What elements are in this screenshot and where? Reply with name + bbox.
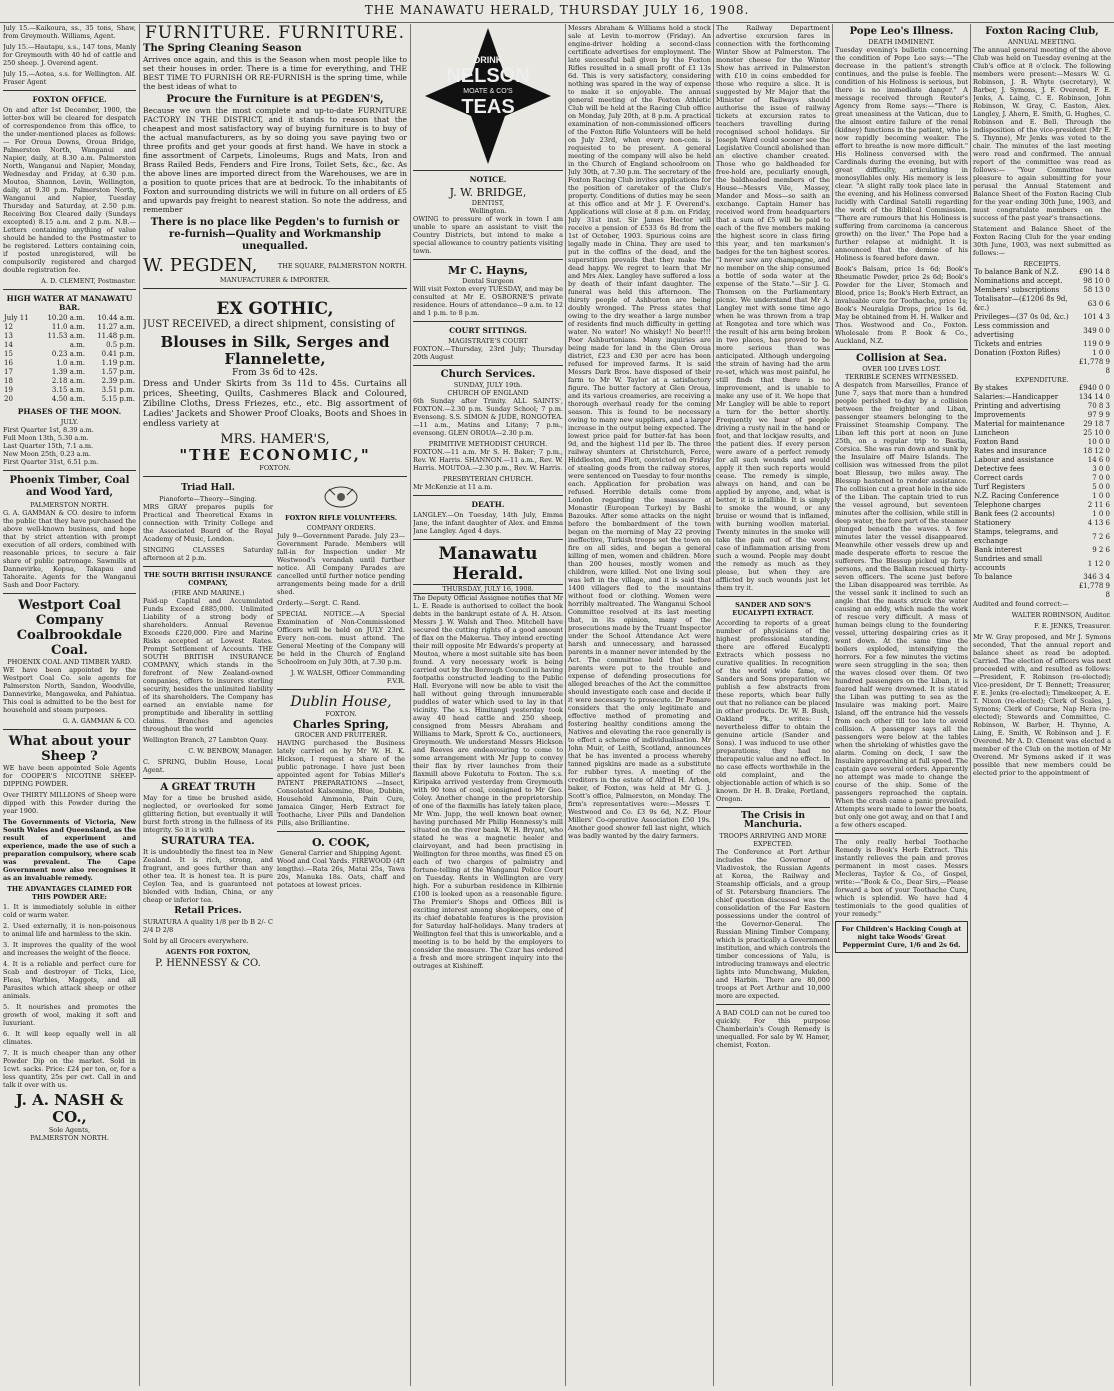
collision-text: A despatch from Marseilles, France of June 7, says that more than a hundred people perished to-day by a collision between the freighter and Liban, passenger steamers belonging to the Fraissinet Steamship Company. The Liban left this port at noon on June 25th, on a regular trip to Bastia, Corsica. She was run down and sunk by the Insulaire off Maire Islands. The collision was witnessed from the pilot boat Blessup, two miles away. The Blessup hastened to render assistance. The collision cut a great hole in the side of the Liban. The captain tried to run the vessel aground, but seventeen minutes after the collision, while still in deep water, the fore part of the steamer plunged beneath the waves. A few minutes later the vessel disappeared. Meanwhile other vessels drew up and made desperate efforts to rescue the sufferers. The Blessup picked up forty persons, and the Balkan rescued thirty-seven officers. The scene just before the Liban disappeared was terrible. As the vessel sank it inclined to such an angle that the masts struck the water causing an eddy, which made the work of rescue very difficult. A mass of human beings clung to the foundering vessel, uttering despairing cries as it went down. At the same time the boilers exploded, intensifying the horrors. For a few minutes the victims were seen struggling in the sea; then the waves closed over them. Of two hundred passengers on the Liban, it is feared half were drowned. It is stated the Liban was putting to sea as the Insulaire was making port. Maire Island, off the entrance hid the vessels from each other till too late to avoid collision. A passenger says all the passengers were below at the tables when the shrieking of whistles gave the alarm. Coming on deck, I saw the Insulaire approaching at full speed. The captain gave several orders. Apparently no attempt was made to change the course of the ship. Some of the passengers reproached the captain. When the crash came a panic prevailed. Attempts were made to lower the boats, but only one got away, and on that I and a few others escaped. (835, 381, 968, 829)
expenditure-row (973, 474, 1111, 483)
expenditure-table (973, 384, 1111, 600)
column-7 (973, 24, 1111, 1386)
expenditure-row-cell: Luncheon (974, 429, 1009, 437)
expenditure-row-cell: Stationery (974, 519, 1011, 527)
tide-row-cell: 0.41 p.m. (101, 350, 135, 358)
masthead: THE MANAWATU HERALD, THURSDAY JULY 16, 1908. (0, 0, 1114, 23)
receipts-title: RECEIPTS. (1023, 260, 1061, 268)
crest-emblem (277, 483, 405, 511)
foxton-label: FOXTON. (259, 464, 291, 472)
coal-company: Westport Coal Company (18, 598, 121, 628)
presby-text: Mr McKenzie at 11 a.m. (413, 483, 493, 491)
cook-role: General Carrier and Shipping Agent. (280, 849, 402, 857)
pegden-name: W. PEGDEN, (143, 255, 258, 276)
tide-row (3, 386, 136, 395)
timber-text: G. A. GAMMAN & CO. desire to inform the public that they have purchased the above well-known business, and hope that by strict attention with prompt execution of all orders, combined with reasonable prices, to secure a fair share of public patronage. Sawmills at Dannevirke, Kopua, Takapau and Tahoraite. Agents for the Wanganui Sash and Door Factory. (3, 509, 136, 589)
expenditure-row (973, 393, 1111, 402)
expenditure-row (973, 510, 1111, 519)
troops-sub: TROOPS ARRIVING AND MORE EXPECTED. (719, 832, 827, 848)
retail-title: Retail Prices. (174, 906, 242, 916)
post-office-text: On and after 1st December, 1900, the letter-box will be cleared for despatch of correspondence from this office, to the under-mentioned places as follows:— For Oroua Downs, Oroua Bridge, Palmerston North, Wanganui and Napier, daily, at 8.30 a.m. Palmerston North, Wanganui and Napier, Monday, Wednesday and Friday, at 6.30 p.m. Moutoa, Shannon, Levin, Wellington, daily, at 9.30 p.m. Palmerston North, Wanganui and Napier, Tuesday Thursday and Saturday, at 2.50 p.m. Receiving Box Cleared daily (Sundays excepted) 8.15 a.m. and 2 p.m. N.B.—Letters containing anything of value should be handed to the Postmaster to be registered. Letters containing coin, if posted unregistered, will be compulsorily registered and charged double registration fee. (3, 106, 136, 274)
blouse-price: From 3s 6d to 42s. (232, 368, 318, 378)
insurance-sub: (FIRE AND MARINE.) (171, 589, 245, 597)
triad-text: MRS GRAY prepares pupils for Practical and Theoretical Exams in connection with Trinity College and the Associated Board of the Royal Academy of Music, London. (143, 503, 273, 543)
coal-yard: PHOENIX COAL AND TIMBER YARD. (7, 658, 132, 666)
rifle-text: July 9—Government Parade. July 23—Government Parade. Members will fall-in for Inspection under Mr Westwood's verandah until further notice. All Company Parades are cancelled until further notice pending arrangements being made for a drill shed. (277, 532, 405, 596)
claim-item: 1. It is immediately soluble in either cold or warm water. (3, 903, 136, 919)
procure-line: Procure the Furniture is at PEGDEN'S, (166, 94, 384, 105)
tide-row-cell: 15 (4, 350, 13, 358)
column-4 (568, 24, 711, 1386)
expenditure-row-cell: Labour and assistance (974, 456, 1054, 464)
expenditure-row-cell: Turf Registers (974, 483, 1025, 491)
post-office-title: FOXTON OFFICE. (32, 95, 107, 104)
expenditure-row-cell: 134 14 0 (1078, 393, 1110, 401)
tide-row-cell: 5.15 p.m. (101, 395, 135, 403)
postmaster-sign: A. D. CLEMENT, Postmaster. (41, 277, 136, 285)
tide-row (3, 350, 136, 359)
methodist-title: PRIMITIVE METHODIST CHURCH. (428, 440, 548, 448)
coal-text: WE have been appointed by the Westport Coal Co. sole agents for Palmerston North, Sandon, Woodville, Dannevirke, Mangaweka, and Pahiatua. This coal is admitted to be the best for household and steam purposes. (3, 666, 136, 714)
bridge-name: J. W. BRIDGE, (449, 186, 527, 199)
moate-label: MOATE & CO'S (463, 88, 513, 95)
moon-line: Last Quarter 15th, 7.1 a.m. (3, 442, 94, 450)
church-date: SUNDAY, JULY 19th. (453, 381, 523, 389)
receipt-row (973, 277, 1111, 286)
racing-title: Foxton Racing Club, (985, 26, 1099, 37)
tide-table-title: HIGH WATER AT MANAWATU BAR. (6, 294, 133, 312)
hayns-text: Will visit Foxton every TUESDAY, and may be consulted at Mr E. OSBORNE'S private residence. Hours of attendance—9 a.m. to 12 and 1 p.m. to 8 p.m. (413, 285, 563, 317)
expenditure-row-cell: To balance (974, 573, 1013, 581)
receipt-row-cell: Less commission and advertising (974, 322, 1050, 339)
tide-row (3, 341, 136, 350)
tide-row-cell: 2.39 p.m. (101, 377, 135, 385)
column-rule (970, 24, 971, 1386)
scenes-sub: TERRIBLE SCENES WITNESSED. (844, 373, 959, 381)
receipt-row-cell: Nominations and accept. (974, 277, 1063, 285)
expenditure-row-cell: 7 0 0 (1092, 474, 1110, 482)
tide-row-cell: 1.19 p.m. (101, 359, 135, 367)
receipt-row-cell: To balance Bank of N.Z. (974, 268, 1059, 276)
expenditure-row-cell: 3 0 0 (1092, 465, 1110, 473)
triad-title: Triad Hall. (181, 483, 235, 493)
spring-name: Charles Spring, (292, 718, 389, 731)
column-rule (410, 24, 411, 1386)
expenditure-row-cell: Printing and advertising (974, 402, 1061, 410)
pope-sub: DEATH IMMINENT. (868, 38, 935, 46)
expenditure-row-cell: £940 0 0 (1078, 384, 1110, 392)
receipt-row-cell: £1,778 9 8 (1078, 358, 1110, 375)
column-rule (832, 24, 833, 1386)
tide-table (3, 314, 136, 404)
sheep-text: The Governments of Victoria, New South Wales and Queensland, as the result of experiment and experience, made the use of such a preparation compulsory, where scab was prevalent. The Cape Government now also recognises it as an invaluable remedy. (3, 818, 136, 882)
column-rule (139, 24, 140, 1386)
insurance-title: THE SOUTH BRITISH INSURANCE COMPANY, (143, 571, 273, 587)
tide-row-cell: July 11 (4, 314, 29, 322)
coal-brand: Coalbrookdale Coal. (16, 628, 123, 658)
special-notice: SPECIAL NOTICE.—A Special Examination of Non-Commissioned Officers will be held on JULY 23rd. Every non-com. must attend. The General Meeting of the Company will be held in the Church of England Schoolroom on July 30th, at 7.30 p.m. (277, 610, 405, 666)
tide-row-cell: 11.48 p.m. (97, 332, 135, 340)
expenditure-row-cell: 97 9 9 (1087, 411, 1110, 419)
expenditure-row (973, 492, 1111, 501)
column-2 (143, 24, 407, 1386)
receipt-row-cell: 1 0 0 (1092, 349, 1110, 357)
insurance-branch: Wellington Branch, 27 Lambton Quay. (143, 736, 269, 744)
receipt-row (973, 295, 1111, 313)
expenditure-row-cell: 1 12 0 (1087, 559, 1110, 568)
expenditure-row-cell: Correct cards (974, 474, 1023, 482)
cough-ad: A BAD COLD can not be cured too quickly. For this purpose Chamberlain's Cough Remedy is unequalled. For sale by W. Hamer, chemist, Foxton. (716, 1009, 830, 1049)
tide-row-cell: 0.23 a.m. (51, 350, 85, 358)
herald-title: Manawatu Herald. (438, 544, 538, 584)
cook-text: Wood and Coal Yards. FIREWOOD (4ft lengths).—Rata 26s, Matai 25s, Tawa 20s, Manuka 18s. Oats, chaff and potatoes at lowest prices. (277, 857, 405, 889)
notice-title: NOTICE. (469, 175, 507, 184)
moon-month: JULY. (60, 418, 79, 426)
walsh-sign: J. W. WALSH, Officer Commanding F.V.R. (290, 669, 405, 685)
expenditure-row-cell: Salaries:—Handicapper (974, 393, 1059, 401)
tide-row-cell: 17 (4, 368, 13, 376)
pegden-address: THE SQUARE, PALMERSTON NORTH. (277, 262, 407, 270)
moon-line: First Quarter 31st, 6.51 p.m. (3, 458, 99, 466)
claim-item: 7. It is much cheaper than any other Powder Dip on the market. Sold in 1cwt. sacks. Price: £24 per ton, or, for a less quantity, 25s per cwt. Call in and talk it over with us. (3, 1049, 136, 1089)
tide-row-cell: 3.51 p.m. (101, 386, 135, 394)
truth-text: May for a time be brushed aside, neglected, or overlooked for some glittering fiction, but eventually it will burst forth strong in the fullness of its integrity. So it is with (143, 794, 273, 834)
tide-row (3, 359, 136, 368)
court-title: COURT SITTINGS. (449, 326, 527, 335)
pope-title: Pope Leo's Illness. (849, 26, 954, 37)
retail-sold: Sold by all Grocers everywhere. (143, 937, 249, 945)
treasurer-sign: F. E. JENKS, Treasurer. (1034, 622, 1111, 630)
moon-line: New Moon 25th, 0.23 a.m. (3, 450, 91, 458)
tide-row-cell: 10.20 a.m. (47, 314, 85, 322)
expenditure-row-cell: 25 10 0 (1083, 429, 1110, 437)
balsam-ad: Book's Balsam, price 1s 6d; Book's Rheumatic Powder, price 2s 6d; Book's Powder for the Liver, Stomach and Blood, price 1s; Book's Herb Extract, an invaluable cure for Toothache, price 1s; Book's Neuralgia Drops, price 1s 6d. May be obtained from H. H. Walker and Thos. Westwood and Co., Foxton. Wholesale from P. Book & Co., Auckland, N.Z. (835, 265, 968, 345)
court-text: FOXTON.—Thursday, 23rd July; Thursday 20th August (413, 345, 563, 361)
news-text: The Railway Department advertise excursion fares in connection with the forthcoming Winter Show at Palmerston. The monster cheese for the Winter Show has arrived in Palmerston with £10 in coins embedded for those who require a slice. It is suggested by Mr Major that the Minister of Railways should authorise the issue of railway tickets at excursion rates to teachers travelling during recognised school holidays. Sir Joseph Ward could sooner see the Legislative Council abolished than an elective chamber created. Those who go baldheaded for free-hold are, peculiarly enough, the baldheaded members of the House—Messrs Vile, Massey, Mander and Moss—so saith an exchange. Captain Hamer has received word from headquarters that a sum of £5 will be paid to each of the five members making the highest score in class firing this year, and ten marksmen's badges for the ten highest scores. "I never saw any champagne, and no member on the ship consumed a bottle of soda water at the expense of the State."—Sir J. G. Thomson on the Parliamentary picnic. We understand that Mr A. Langley met with some time ago when he was thrown from a trap at Rongotea and tore which was the result of his arm being broken in two places, has proved to be more serious than was anticipated. Although undergoing the strain of having had the arm re-set, which was most painful, he still finds that there is no improvement, and is unable to make any use of it. We hope that Mr Langley will be able to report a turn for the better shortly. Frequently we hear of people driving a rusty nail in the hand or foot, and that lockjaw results, and the patient dies. If every person were aware of a perfect remedy for all such wounds and would apply it then such reports would cease. The remedy is simple, always on hand, and can be applied by anyone, and, what is better, it is infallible. It is simply to smoke the wound, or any bruise or wound that is inflamed, with burning woollen material. Twenty minutes in the smoke will take the pain out of the worst case of inflammation arising from such a wound. People may doubt the remedy as much as they please, but when they are afflicted by such wounds just let them try it. (716, 24, 830, 592)
tide-row-cell: 11.0 a.m. (51, 323, 85, 331)
expenditure-row-cell: By stakes (974, 384, 1008, 392)
expenditure-row-cell: Improvements (974, 411, 1026, 419)
bridge-text: OWING to pressure of work in town I am unable to spare an assistant to visit the Country Districts, but intend to make a special allowance to country patients visiting town. (413, 215, 563, 255)
expenditure-row-cell: Foxton Band (974, 438, 1019, 446)
expenditure-row-cell: Material for maintenance (974, 420, 1065, 428)
tide-row-cell: 11.27 a.m. (97, 323, 135, 331)
receipt-row (973, 268, 1111, 277)
column-rule (565, 24, 566, 1386)
receipt-row-cell: Totalisator—(£1206 8s 9d, &c.) (974, 295, 1068, 312)
receipt-row-cell: Donation (Foxton Rifles) (974, 349, 1061, 357)
gothic-title: EX GOTHIC, (216, 299, 334, 319)
receipt-row-cell: Privileges—(37 0s 0d, &c.) (974, 313, 1069, 321)
receipt-row-cell: Tickets and entries (974, 340, 1043, 348)
tide-row-cell: 12 (4, 323, 13, 331)
hennessy-name: P. HENNESSY & CO. (155, 958, 261, 969)
expenditure-row (973, 402, 1111, 411)
tide-row-cell: 2.18 a.m. (51, 377, 85, 385)
drink-label: DRINK (473, 55, 503, 65)
expenditure-row-cell: Sundries and small accounts (974, 555, 1043, 572)
sheep-title: What about your Sheep ? (8, 734, 131, 764)
tide-row-cell: 16 (4, 359, 13, 367)
presby-title: PRESBYTERIAN CHURCH. (442, 475, 534, 483)
moon-title: PHASES OF THE MOON. (17, 407, 122, 416)
expenditure-row-cell: 5 0 0 (1092, 483, 1110, 491)
herald-date: THURSDAY, JULY 16, 1908. (413, 584, 563, 594)
manchuria-text: The Conference at Port Arthur includes the Governor of Vladivostok, the Russian Agents at Korea, the Railway and Steamship officials, and a group of St. Petersburg financiers. The chief question discussed was the consolidation of the Far Eastern possessions under the control of the Governor-General. The Russian Mining Timber Company, which is practically a Government institution, and which controls the timber concessions of Yalu, is introducing tramways and electric lights into Munchwang, Mukden, and Harbin. There are 80,000 troops at Port Arthur and 10,000 more are expected. (716, 848, 830, 1000)
court-sub: MAGISTRATE'S COURT (448, 337, 528, 345)
expenditure-row-cell: 1 0 0 (1092, 510, 1110, 518)
herbal-ad: The only really herbal Toothache Remedy is Book's Herb Extract. This instantly relieves the pain and proves permanent in most cases. Messrs Mecleras, Taylor & Co., of Gospel, write:—"Book & Co., Dear Sirs,—Please forward a box of your Toothache Cure, which is splendid. We have had 4 testimonials to the good qualities of your remedy." (835, 838, 968, 918)
expenditure-row-cell: 10 0 0 (1087, 438, 1110, 446)
suratura-text: It is undoubtedly the finest tea in New Zealand. It is rich, strong, and fragrant, and goes further than any other tea. It is honest tea. It is pure Ceylon Tea, and is guaranteed not blended with Indian, China, or any cheap or inferior tea. (143, 848, 273, 904)
expenditure-row (973, 420, 1111, 429)
tide-row-cell: 11.53 a.m. (47, 332, 85, 340)
tide-row (3, 332, 136, 341)
tide-row (3, 368, 136, 377)
news-text: The Deputy Official Assignee notifies that Mr L. E. Reade is authorised to collect the book debts in the bankrupt estate of A. H. Atson. Messrs J. W. Walsh and Theo. Mitchell have secured the cutting rights of a good amount of flax on the Makerua. They intend erecting their mill opposite Mr Edwards's property at Moutoa, where a most suitable site has been found. A very necessary work is being carried out by the Borough Council in having footpaths constructed leading to the Public Hall. Everyone will now be able to visit the hall without going through innumerable puddles of water which used to lay in that vicinity. The s.s. Himitangi yesterday took away 40 head cattle and 250 sheep, consigned from Messrs Abraham and Williams to Mark, Sprott & Co., auctioneers, Greymouth. We understand Messrs Hickson and Reeves are endeavouring to come to some arrangement with Mr Jupp to convey their flax by river launches from their flaxmill above Fukotutu to Foxton. The s.s. Kiripaka arrived yesterday from Greymouth with 90 tons of coal, consigned to Mr Geo. Coley. Another change in the proprietorship of one of the flaxmills has lately taken place, Mr Wm. Jupp, the well known boat owner, having purchased Mr Philip Hennessy's mill situated on the river bank. W. H. Bryant, who stated he was a magnetic healer and clairvoyant, and had been practising in Wellington for three months, was fined £5 on each of two charges of palmistry and fortune-telling at the Wanganui Police Court on Tuesday. Rents in Wellington are very high. For a suburban residence in Kilbirnie £100 is looked upon as a reasonable figure. The Premier's Shops and Offices Bill is exciting interest among shopkeepers, one of its chief debatable features is the provision for Saturday half-holidays. Many traders at Wellington feel that this is unworkable, and a meeting is to be held by the employers to consider the measure. The Czar has ordered a fresh and more stringent inquiry into the outrages at Kishineff. (413, 594, 563, 970)
eucalypti-title: SANDER AND SON'S EUCALYPTI EXTRACT. (732, 601, 814, 617)
expenditure-row-cell: Bank interest (974, 546, 1022, 554)
death-title: DEATH. (471, 500, 505, 509)
nelson-label: NELSON (446, 65, 530, 87)
timber-title: Phoenix Timber, Coal and Wood Yard, (9, 475, 130, 498)
church-title: Church Services. (440, 369, 536, 380)
tide-row-cell: 1.57 p.m. (101, 368, 135, 376)
tide-row-cell: 10.44 a.m. (97, 314, 135, 322)
auditor-sign: WALTER ROBINSON, Auditor. (1011, 611, 1111, 619)
sheep-text: WE have been appointed Sole Agents for COOPER'S NICOTINE SHEEP-DIPPING POWDER. (3, 764, 136, 788)
expenditure-row-cell: 4 13 6 (1087, 519, 1110, 527)
tide-row-cell: 1.39 a.m. (51, 368, 85, 376)
claim-item: 2. Used externally, it is non-poisonous to animal life and harmless to the skin. (3, 922, 136, 938)
triad-sub: Pianoforte—Theory—Singing. (159, 495, 257, 503)
expenditure-row-cell: 346 3 4 (1083, 573, 1110, 581)
expenditure-row (973, 519, 1111, 528)
tide-row-cell: 0.5 p.m. (106, 341, 135, 349)
spring-role: GROCER AND FRUITERER. (294, 731, 388, 739)
nash-name: J. A. NASH & CO., (15, 1091, 124, 1126)
receipt-row (973, 349, 1111, 358)
furniture-text: Arrives once again, and this is the Season when most people like to set their houses in order. There is a time for everything, and THE BEST TIME TO FURNISH OR RE-FURNISH is the spring time, while the best ideas of what to (143, 55, 407, 91)
expenditure-row (973, 411, 1111, 420)
nash-sub: Sole Agents, (48, 1126, 91, 1134)
expenditure-row-cell: £1,778 9 8 (1078, 582, 1110, 599)
shipping-item: July 15.—Kaikoura, ss., 35 tons, Shaw, from Greymouth. Williams, Agent. (3, 24, 136, 40)
rifle-title: FOXTON RIFLE VOLUNTEERS. (284, 514, 398, 522)
hamer-name: MRS. HAMER'S, (220, 432, 330, 447)
racing-text: The annual general meeting of the above Club was held on Tuesday evening at the Club's office at 8 o'clock. The following members were present:—Messrs W. G. Robinson, J. R. Whyte (secretary), W. Barber, J. Symons, J. F. Overend, F. E. Jenks, A. Laing, C. E. Robinson, John Robinson, W. Gray, C. Easton, Alex. Langley, J. Ahern, E. Smith, G. Hughes, C. Robinson and E. Bell. Through the indisposition of the vice-president (Mr E. S. Thynne), Mr Jenks was voted to the chair. The minutes of the last meeting were read and confirmed. The annual report of the committee was read as follows:— "Your Committee have pleasure to again submitting for your perusal the Annual Statement and Balance Sheet of the Foxton Racing Club for the year ending 30th June, 1903, and must congratulate members on the success of the past year's transactions. (973, 46, 1111, 222)
pope-text: Tuesday evening's bulletin concerning the condition of Pope Leo says:—"The decrease in the patient's strength continues, and the pulse is feeble. The condition of his Holiness is serious, but there is no immediate danger." A message received through Reuter's Agency from Rome says:—"There is great uneasiness at the Vatican, due to the almost entire failure of the renal (kidney) functions in the patient, who is now rapidly becoming weaker. The effort to breathe is now more difficult." His Holiness conversed with the Cardinals during the evening, but with great difficulty, articulating in monosyllables only. His memory is less clear. "A slight rally took place late in the evening, and his Holiness conversed lucidly with Cardinal Satolli regarding the work of the Biblical Commission. "There are rumours that his Holiness is suffering from carcinoma (a cancerous growth) on the liver." The Pope had a further relapse at midnight. It is announced that the demise of his Holiness is feared before dawn. (835, 46, 968, 262)
coal-sign: G. A. GAMMAN & CO. (62, 717, 136, 725)
expenditure-row-cell: Telephone charges (974, 501, 1041, 509)
tide-row (3, 314, 136, 323)
expenditure-row (973, 501, 1111, 510)
claim-item: 3. It improves the quality of the wool and increases the weight of the fleece. (3, 941, 136, 957)
receipt-row-cell: Members' subscriptions (974, 286, 1060, 294)
hayns-role: Dental Surgeon (462, 277, 514, 285)
furniture-text: Because we own the most complete and up-to-date FURNITURE FACTORY IN THE DISTRICT, and it stands to reason that the cheapest and most satisfactory way of buying furniture is to buy of the actual manufacturers, as by so doing you save paying two or three profits and get your goods at first hand. We have in stock a fine assortment of Carpets, Linoleums, Rugs and Mats, Iron and Brass Railed Beds, Fenders and Fire Irons, Toilet Sets, &c., &c. As the above lines are imported direct from the Warehouses, we are in a position to quote prices that are at bedrock. To the inhabitants of Foxton and surrounding districts we will in future on all orders of £5 and upwards pay freight to nearest station. So note the address, and remember (143, 106, 407, 214)
claim-item: 6. It will keep equally well in all climates. (3, 1030, 136, 1046)
expenditure-row-cell: Bank fees (2 accounts) (974, 510, 1055, 518)
truth-title: A GREAT TRUTH (160, 782, 256, 793)
insurance-agent: C. SPRING, Dublin House, Local Agent. (143, 758, 273, 774)
expenditure-row (973, 483, 1111, 492)
hayns-name: Mr C. Hayns, (448, 264, 528, 277)
blouses-title: Blouses in Silk, Serges and Flannelette, (160, 333, 390, 368)
nash-place: PALMERSTON NORTH. (30, 1134, 109, 1142)
tide-row-cell: 3.15 a.m. (51, 386, 85, 394)
receipt-row-cell (973, 358, 1075, 376)
pegden-role: MANUFACTURER & IMPORTER. (219, 276, 331, 284)
insurance-sign: C. W. BENBOW, Manager. (188, 747, 273, 755)
sheep-text: Over THIRTY MILLIONS of Sheep were dipped with this Powder during the year 1900. (3, 791, 136, 815)
shipping-item: July 15.—Hautapu, s.s., 147 tons, Manly for Greymouth with 40 hd of cattle and 250 sheep. J. Overend agent. (3, 43, 136, 67)
eucalypti-text: According to reports of a great number of physicians of the highest professional standing, there are offered Eucalypti Extracts which possess no curative qualities. In recognition of the world wide fame, of Sanders and Sons preparation we publish a few abstracts from these reports, which bear fully out that no reliance can be placed in other products. Dr. W. B. Bush, Oakland Pk., writes: I nevertheless differ to obtain the genuine article (Sander and Sons). I was induced to use other preparations; they had no therapeutic value and no effect. In no case effects worthwhile in the old complaint, and the objectionable action of which is so known. Dr H. B. Drake, Portland, Oregon. (716, 619, 830, 803)
hacking-cough-ad: For Children's Hacking Cough at night take Woods' Great Peppermint Cure, 1/6 and 2s 6d. (835, 921, 968, 953)
collision-title: Collision at Sea. (855, 353, 947, 364)
expenditure-row-cell: 70 8 3 (1087, 402, 1110, 410)
claim-item: 5. It nourishes and promotes the growth of wool, making it soft and luxuriant. (3, 1003, 136, 1027)
column-3 (413, 24, 563, 1386)
receipts-table (973, 268, 1111, 376)
column-rule (713, 24, 714, 1386)
expenditure-row (973, 573, 1111, 582)
racing-text: Mr W. Gray proposed, and Mr J. Symons seconded, That the annual report and balance sheet as read be adopted. Carried. The election of officers was next proceeded with, and resulted as follows:—President, F. Robinson (re-elected); Vice-president, Dr T. Bennett; Treasurer, F. E. Jenks (re-elected); Timekeeper, A. E. T. Nixon (re-elected); Clerk of Scales, J. Symons; Clerk of Course, Nap Hera (re-elected); Stewards and Committee, C. Robinson, W. Barber, H. Thynne, A. Laing, E. Smith, W. Robinson and J. F. Overend. Mr A. D. Clement was elected a member of the Club on the motion of Mr Overend. Mr Symons asked if it was possible that new members could be elected prior to the appointment of (973, 633, 1111, 777)
tide-row-cell: 18 (4, 377, 13, 385)
methodist-text: FOXTON.—11 a.m. Mr S. H. Baker; 7 p.m., Rev. W. Harris. SHANNON.—11 a.m., Rev. W. Harris. MOUTOA.—2.30 p.m., Rev. W. Harris. (413, 448, 563, 472)
expenditure-row (973, 582, 1111, 600)
receipt-row-cell: 119 0 9 (1083, 340, 1110, 348)
claim-item: 4. It is a reliable and perfect cure for Scab and destroyer of Ticks, Lice, Fleas, Warbles, Maggots, and all Parasites which attack sheep or other animals. (3, 960, 136, 1000)
wellington-label: Wellington. (469, 207, 507, 215)
expenditure-row (973, 528, 1111, 546)
church-text: 6th Sunday after Trinity. ALL SAINTS', FOXTON.—2.30 p.m. Sunday School; 7 p.m. Evensong. S.S. SIMON & JUDE, RONGOTEA.—11 a.m., Matins and Litany; 7 p.m., evensong. GLEN OROUA—2.30 p.m. (413, 397, 563, 437)
news-text: Messrs Abraham & Williams hold a stock sale at Levin to-morrow (Friday). An engine-driver holding a second-class certificate advertises for employment. The late successful ball given by the Foxton Rifles resulted in a small profit of £1 13s 6d. This is very satisfactory, considering nothing was spared in the way of expense to make it so enjoyable. The annual general meeting of the Foxton Athletic Club will be held at the Racing Club office on Monday, July 20th, at 8 p.m. A practical examination of non-commissioned officers of the Foxton Rifle Volunteers will be held on July 23rd, when every non-com. is requested to be present. A general meeting of the company will also be held in the Church of England schoolroom on July 30th, at 7.30 p.m. The secretary of the Foxton Racing Club invites applications for the position of caretaker of the Club's property. Conditions of duties may be seen at this office and at Mr J. F. Overend's. Applications will close at 8 p.m. on Friday, July 31st inst. Sir James Hector will receive a pension of £533 6s 8d from the 1st of October, 1903. Spurious coins are legally made in China. They are used to put in the coffins of the dead, and the superstition prevails that they make the dead happy. We regret to learn that Mr and Mrs Alex. Langley have suffered a loss by death of their infant daughter. The funeral was held this afternoon. The thirsty people of Ashburton are being doubly wronged. The Press states that owing to the dry weather a large number of residents find much difficulty in getting water. No water! No whisky!! No beer!!! Poor Ashburtonians. Many inquiries are being made for land in the Glen Oroua district, £23 and £30 per acre has been refused for improved farms. It is said Messrs Dark Bros. have disposed of their farm to Mr W. Taylor at a satisfactory figure. The butter factory at Glen Oroua, and its various creameries, are receiving a thorough overhaul ready for the coming season. This is found to be necessary owing to many new suppliers, and a larger increase in the output being expected. The lowest price paid for butter-fat has been 9d, and the highest 11d per lb. The three railway shunters at Christchurch, Ferce, Hiddleston, and Flett, convicted on Friday of stealing goods from the railway stores, were sentenced on Tuesday to four months each. Application for probation was refused. Horrible details come from London regarding the massacre at Monastir (European Turkey) by Bashi Bazouks. After some attacks on the night before the bombardment of the town began on the morning of May 22 proving ineffective, Turkish troops set the town on fire on all sides, and began a general killing of men, women and children. More than 200 houses, mostly women and children, were killed. Not one living soul was left in the village, and it is said that 1400 villagers fled to the mountains without food or clothing. Women were horribly maltreated. The Wanganui School Committee resolved at its last meeting that, in its opinion, many of the prosecutions made by the Truant Inspector under the School Attendance Act were harsh and unnecessary, and harassed parents in a manner never intended by the Act. The committee held that before parents were put to the trouble and expense of defending prosecutions for alleged breaches of the Act the committee should investigate each case and decide if it were necessary to prosecute. Dr Pomare considers that the only legitimate and effective method of promoting and fostering healthy conditions among the Natives and elevating the race generally is to effect a scheme of individualisation. Mr John Muir, of Leith, Scotland, announces that he has invented a process whereby tanned pigskins are made as a substitute for rubber tyres. A meeting of the creditors in the estate of Alfred H. Arbon, baker, of Foxton, was held at Mr G. J. Scott's office, Palmerston, on Monday. The firm's representatives were:—Messrs T. Westwood and Co. £3 9s 6d, N.Z. Flour Millers' Co-operative Association £50 19s. Another good shower fell last night, which was badly wanted by the dairy farmers. (568, 24, 711, 840)
expenditure-row (973, 429, 1111, 438)
timber-place: PALMERSTON NORTH. (30, 501, 109, 509)
receipt-row-cell: 98 10 0 (1083, 277, 1110, 285)
gothic-text: JUST RECEIVED, a direct shipment, consisting of (143, 319, 395, 330)
audited-label: Audited and found correct:— (973, 600, 1069, 608)
expenditure-row-cell: 9 2 6 (1092, 546, 1110, 554)
tide-row (3, 395, 136, 404)
expenditure-row-cell: 14 6 0 (1087, 456, 1110, 464)
expenditure-row (973, 546, 1111, 555)
moon-line: Full Moon 13th, 5.30 a.m. (3, 434, 89, 442)
expenditure-row-cell: 29 18 7 (1083, 420, 1110, 428)
death-text: LANGLEY.—On Tuesday, 14th July, Emma Jane, the infant daughter of Alex. and Emma Jane Langley. Aged 4 days. (413, 511, 563, 535)
tide-row-cell: 1.0 a.m. (56, 359, 85, 367)
receipt-row-cell: 101 4 3 (1083, 313, 1110, 321)
dentist-label: DENTIST, (471, 199, 505, 207)
economic-name: "THE ECONOMIC," (179, 446, 371, 464)
tide-row (3, 377, 136, 386)
receipt-row (973, 340, 1111, 349)
tide-row-cell: a.m. (69, 341, 85, 349)
column-1 (3, 24, 136, 1386)
receipt-row (973, 313, 1111, 322)
expenditure-title: EXPENDITURE. (1015, 376, 1069, 384)
expenditure-row (973, 384, 1111, 393)
rifle-sign: Orderly.—Sergt. C. Rand. (277, 599, 361, 607)
cleaning-title: The Spring Cleaning Season (143, 43, 302, 54)
hamer-text: Dress and Under Skirts from 3s 11d to 45s. Curtains all prices, Sheeting, Quilts, Cashmeres Black and Coloured, Zibiline Cloths, Dress Friezes, etc., etc. Big assortment of Ladies' Jackets and Shower Proof Cloaks, Boots and Shoes in endless variety at (143, 379, 407, 429)
church-eng: CHURCH OF ENGLAND (447, 389, 529, 397)
tide-row-cell: 20 (4, 395, 13, 403)
receipt-row (973, 322, 1111, 340)
pegden-slogan: There is no place like Pegden's to furnish or re-furnish—Quality and Workmanship unequalled. (150, 217, 400, 252)
moon-line: First Quarter 1st, 8.39 a.m. (3, 426, 94, 434)
expenditure-row-cell: Stamps, telegrams, and exchange (974, 528, 1059, 545)
teas-label: TEAS (461, 96, 515, 118)
spring-text: HAVING purchased the Business lately carried on by Mr W. H. K. Hickson, I request a share of the public patronage. I have just been appointed agent for Tobias Miller's PATENT PREPARATIONS —Insect, Consolated Kalsomine, Blue, Dubbin, Household Ammonia, Pain Cure, Jamaica Ginger, Herb Extract for Toothache, Liver Pills and Dandelion Pills, also Brilliantine. (277, 739, 405, 827)
expenditure-row-cell: 7 2 6 (1092, 532, 1110, 541)
tide-row-cell: 13 (4, 332, 13, 340)
receipt-row-cell: £90 14 8 (1078, 268, 1110, 276)
triad-text: SINGING CLASSES Saturday afternoon at 2 p.m. (143, 546, 273, 562)
receipt-row-cell: 63 0 6 (1087, 299, 1110, 308)
expenditure-row-cell: 18 12 0 (1083, 447, 1110, 455)
agents-label: AGENTS FOR FOXTON, (165, 948, 251, 956)
column-6 (835, 24, 968, 1386)
expenditure-row-cell: Detective fees (974, 465, 1025, 473)
expenditure-row (973, 438, 1111, 447)
receipt-row (973, 286, 1111, 295)
receipt-row-cell: 58 13 0 (1083, 286, 1110, 294)
expenditure-row (973, 456, 1111, 465)
tide-row-cell: 19 (4, 386, 13, 394)
expenditure-row-cell: 2 11 6 (1087, 501, 1110, 509)
suratura-title: SURATURA TEA. (161, 836, 255, 847)
tide-row-cell: 4.50 a.m. (51, 395, 85, 403)
expenditure-row-cell: 1 0 0 (1092, 492, 1110, 500)
expenditure-row (973, 465, 1111, 474)
lives-lost: OVER 100 LIVES LOST. (862, 365, 941, 373)
annual-meeting: ANNUAL MEETING. (1007, 38, 1077, 46)
retail-text: SURATURA A quality 1/8 per lb B 2/- C 2/4 D 2/8 (143, 918, 273, 934)
shipping-item: July 15.—Aotea, s.s. for Wellington. Alf. Fraser Agent (3, 70, 136, 86)
insurance-text: Paid-up Capital and Accumulated Funds Exceed £885,000. Unlimited Liability of a strong body of shareholders. Annual Revenue Exceeds £220,000. Fire and Marine Risks accepted at Lowest Rates. Prompt Settlement of Accounts. THE SOUTH BRITISH INSURANCE COMPANY, which stands in the forefront of New Zealand-owned companies, offers to insurers sterling security, besides the unlimited liability of its shareholders. The Company has earned an enviable name for promptitude and liberality in settling claims. Branches and agencies throughout the world (143, 597, 273, 733)
manchuria-title: The Crisis in Manchuria. (740, 811, 806, 830)
balance-title: Statement and Balance Sheet of the Foxton Racing Club for the year ending 30th June, 1903, was next submitted as follows:— (973, 225, 1111, 257)
expenditure-row (973, 447, 1111, 456)
expenditure-row-cell (973, 582, 1075, 600)
dublin-title: Dublin House, (290, 694, 392, 710)
expenditure-row (973, 555, 1111, 573)
receipt-row-cell: 349 0 0 (1083, 326, 1110, 335)
receipt-row (973, 358, 1111, 376)
tide-row (3, 323, 136, 332)
tide-row-cell: 14 (4, 341, 13, 349)
dublin-place: FOXTON. (325, 710, 357, 718)
furniture-title: FURNITURE. FURNITURE. (145, 24, 405, 43)
column-5 (716, 24, 830, 1386)
expenditure-row-cell: Rates and insurance (974, 447, 1047, 455)
rifle-sub: COMPANY ORDERS. (306, 524, 376, 532)
expenditure-row-cell: N.Z. Racing Conference (974, 492, 1059, 500)
nelson-tea-ad (423, 26, 553, 166)
cook-name: O. COOK, (312, 836, 370, 849)
claims-title: THE ADVANTAGES CLAIMED FOR THIS POWDER ARE: (7, 885, 132, 901)
